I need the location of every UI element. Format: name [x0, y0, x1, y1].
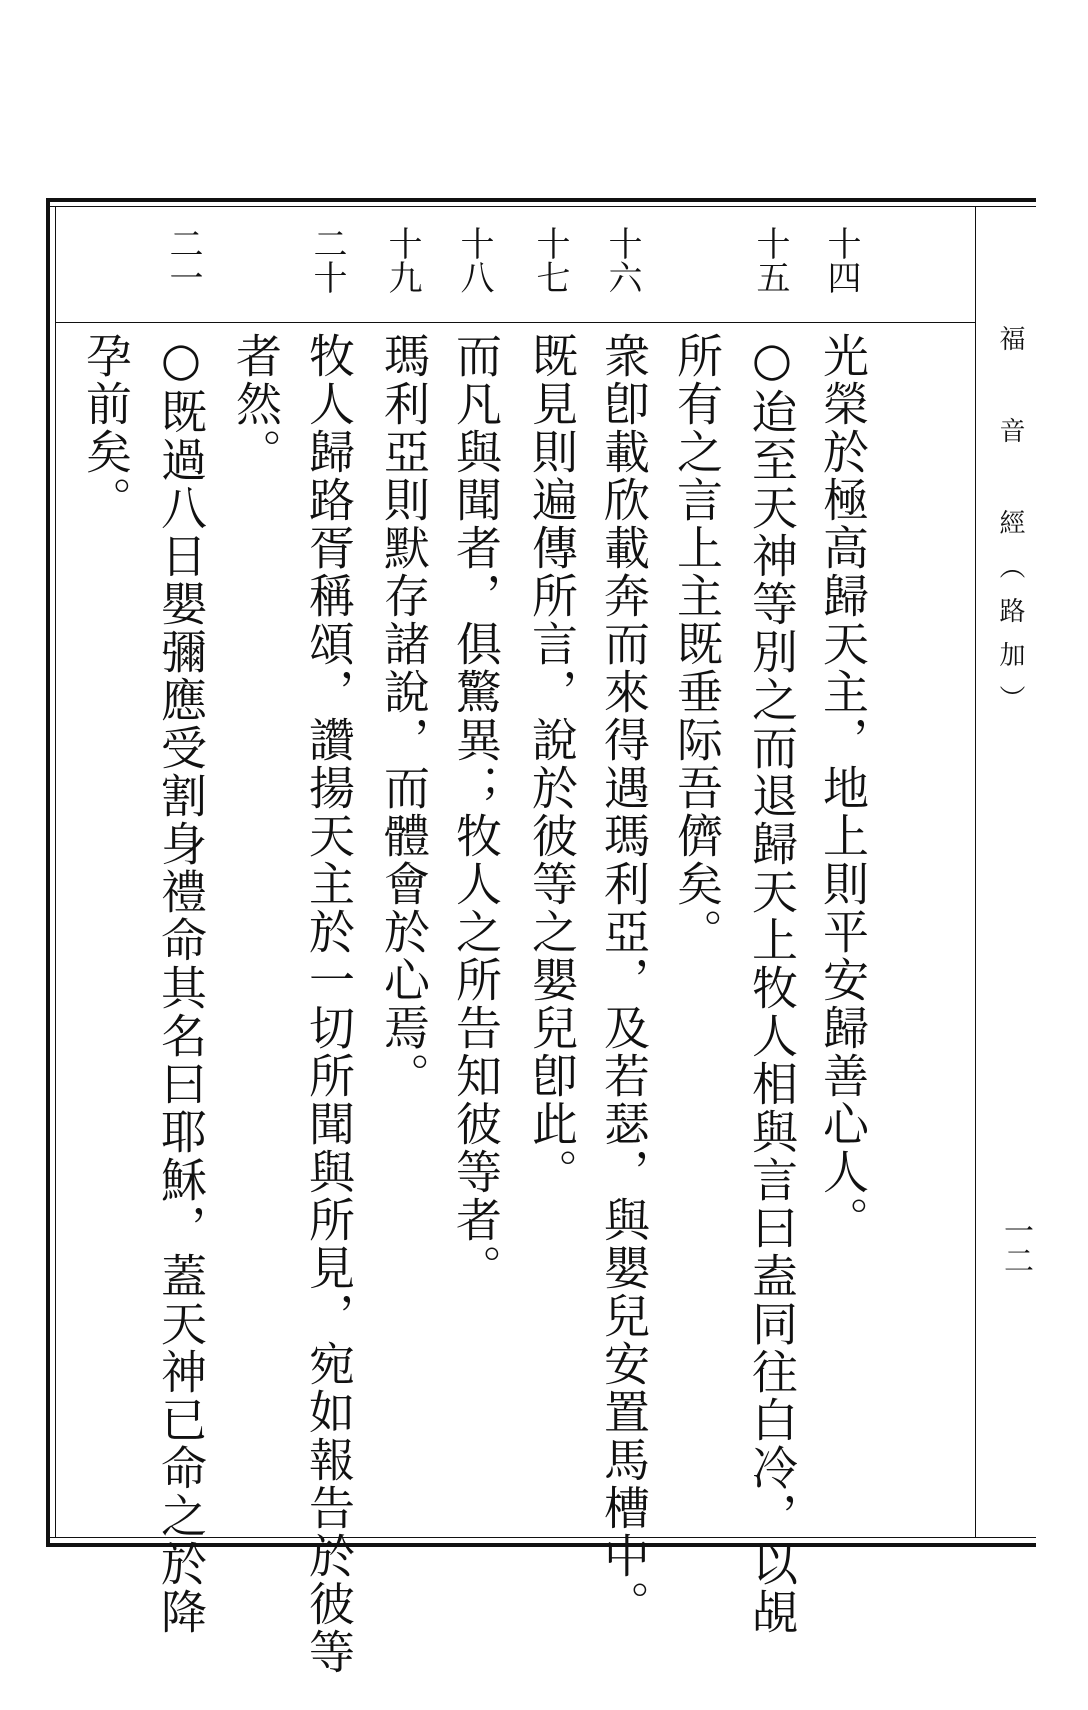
text-column: 牧人歸路胥稱頌，讚揚天主於一切所聞與所見，宛如報告於彼等	[302, 332, 356, 1676]
text-column: 衆卽載欣載奔而來得遇瑪利亞，及若瑟，與嬰兒安置馬槽中。	[597, 332, 651, 1628]
verse-number: 十九	[382, 226, 422, 294]
text-column: 光榮於極高歸天主，地上則平安歸善心人。	[816, 332, 870, 1244]
running-header: 福 音 經（路加）	[995, 325, 1025, 729]
verse-number: 二一	[163, 226, 203, 294]
text-column: 所有之言上主既垂际吾儕矣。	[670, 332, 724, 956]
left-border	[46, 198, 50, 1547]
page-number: 一二	[998, 1215, 1033, 1275]
verse-number: 十五	[750, 226, 790, 294]
verse-number: 十七	[530, 226, 570, 294]
top-border	[46, 198, 1036, 202]
text-column: ○既過八日嬰彌應受割身禮命其名曰耶穌，蓋天神已命之於降	[154, 332, 208, 1636]
verse-number: 十八	[454, 226, 494, 294]
text-column: 而凡與聞者，俱驚異；牧人之所告知彼等者。	[449, 332, 503, 1292]
top-inner-border	[46, 206, 1036, 207]
text-column: 瑪利亞則默存諸說，而體會於心焉。	[377, 332, 431, 1100]
text-column: ○迨至天神等別之而退歸天上牧人相與言曰盍同往白冷，以覘	[745, 332, 799, 1636]
left-inner-border	[55, 206, 56, 1537]
text-column: 者然。	[229, 332, 283, 476]
verse-number: 十四	[821, 226, 861, 294]
text-column: 孕前矣。	[79, 332, 133, 524]
verse-number-divider	[56, 322, 975, 323]
verse-number: 十六	[602, 226, 642, 294]
verse-number: 二十	[307, 226, 347, 294]
right-border	[975, 206, 976, 1537]
text-column: 既見則遍傳所言，說於彼等之嬰兒卽此。	[525, 332, 579, 1196]
